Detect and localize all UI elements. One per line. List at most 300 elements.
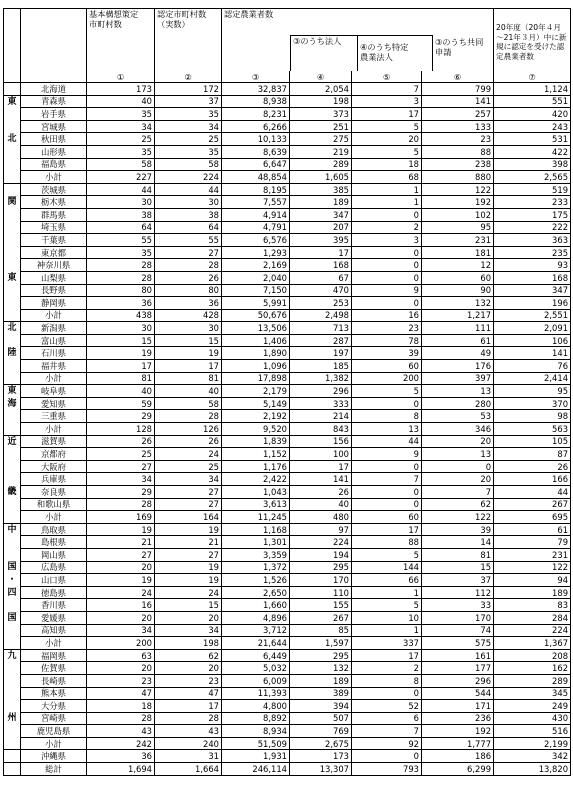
value-col6: 62 [422,498,494,511]
value-col5: 9 [352,448,422,461]
value-col4: 251 [290,120,352,133]
prefecture-name: 小計 [21,737,87,750]
prefecture-name: 京都府 [21,448,87,461]
value-col5: 17 [352,523,422,536]
table-row [4,586,571,599]
value-col7: 347 [494,284,571,297]
value-col7: 224 [494,624,571,637]
table-row [4,611,571,624]
value-col5: 2 [352,662,422,675]
value-col7: 208 [494,649,571,662]
value-col4: 843 [290,423,352,436]
value-col7: 249 [494,700,571,713]
table-row [4,120,571,133]
value-col2: 25 [155,460,222,473]
value-col7: 175 [494,208,571,221]
value-col5: 13 [352,423,422,436]
value-col6: 397 [422,372,494,385]
prefecture-name: 香川県 [21,599,87,612]
value-col5: 0 [352,498,422,511]
value-col5: 5 [352,120,422,133]
value-col1: 40 [87,95,155,108]
value-col3: 1,043 [222,486,290,499]
region-label [4,700,21,713]
value-col2: 62 [155,649,222,662]
region-label [4,171,21,184]
value-col4: 2,054 [290,83,352,96]
value-col3: 8,195 [222,183,290,196]
region-label [4,448,21,461]
value-col7: 168 [494,271,571,284]
header-col4: ③のうち法人 [290,35,357,71]
value-col7: 363 [494,234,571,247]
value-col1: 64 [87,221,155,234]
value-col6: 111 [422,322,494,335]
value-col3: 7,150 [222,284,290,297]
value-col1: 35 [87,246,155,259]
value-col1: 24 [87,586,155,599]
value-col2: 428 [155,309,222,322]
table-row [4,297,571,310]
value-col4: 207 [290,221,352,234]
table-row [4,637,571,650]
table-header [4,9,571,83]
value-col3: 1,526 [222,574,290,587]
region-label: 九 [4,649,21,662]
table-row [4,385,571,398]
region-label [4,674,21,687]
value-col3: 6,266 [222,120,290,133]
value-col7: 61 [494,523,571,536]
value-col3: 1,839 [222,435,290,448]
region-label: 東 [4,95,21,108]
region-label [4,183,21,196]
value-col1: 27 [87,460,155,473]
value-col7: 430 [494,712,571,725]
region-label [4,662,21,675]
value-col1: 80 [87,284,155,297]
value-col4: 168 [290,259,352,272]
value-col7: 420 [494,108,571,121]
value-col3: 6,449 [222,649,290,662]
value-col3: 4,791 [222,221,290,234]
value-col2: 23 [155,674,222,687]
region-label [4,284,21,297]
prefecture-name: 愛媛県 [21,611,87,624]
value-col5: 1 [352,196,422,209]
value-col6: 20 [422,435,494,448]
value-col5: 0 [352,246,422,259]
value-col1: 200 [87,637,155,650]
value-col4: 275 [290,133,352,146]
value-col4: 1,597 [290,637,352,650]
value-col3: 5,991 [222,297,290,310]
region-label: 関 [4,196,21,209]
region-label [4,498,21,511]
value-col7: 106 [494,334,571,347]
value-col6: 112 [422,586,494,599]
value-col1: 227 [87,171,155,184]
value-col5: 68 [352,171,422,184]
prefecture-name: 佐賀県 [21,662,87,675]
value-col3: 1,406 [222,334,290,347]
value-col4: 713 [290,322,352,335]
value-col1: 15 [87,334,155,347]
value-col5: 0 [352,259,422,272]
value-col2: 19 [155,561,222,574]
value-col5: 10 [352,611,422,624]
value-col1: 26 [87,435,155,448]
value-col2: 17 [155,700,222,713]
value-col3: 6,576 [222,234,290,247]
value-col1: 44 [87,183,155,196]
prefecture-name: 東京都 [21,246,87,259]
value-col5: 9 [352,284,422,297]
value-col1: 20 [87,611,155,624]
region-label: 陸 [4,347,21,360]
value-col2: 17 [155,360,222,373]
value-col2: 27 [155,486,222,499]
value-col5: 8 [352,674,422,687]
value-col1: 81 [87,372,155,385]
value-col4: 194 [290,548,352,561]
value-col7: 370 [494,397,571,410]
value-col6: 95 [422,221,494,234]
value-col5: 5 [352,599,422,612]
value-col2: 21 [155,536,222,549]
value-col2: 24 [155,448,222,461]
value-col2: 58 [155,397,222,410]
value-col7: 563 [494,423,571,436]
value-col5: 0 [352,271,422,284]
value-col6: 544 [422,687,494,700]
value-col5: 200 [352,372,422,385]
value-col6: 1,777 [422,737,494,750]
value-col3: 1,176 [222,460,290,473]
value-col7: 243 [494,120,571,133]
value-col5: 2 [352,221,422,234]
value-col3: 1,660 [222,599,290,612]
value-col2: 1,664 [155,763,222,776]
value-col3: 17,898 [222,372,290,385]
value-col6: 14 [422,536,494,549]
value-col3: 6,647 [222,158,290,171]
value-col7: 93 [494,259,571,272]
value-col2: 27 [155,246,222,259]
region-label [4,687,21,700]
value-col3: 32,837 [222,83,290,96]
table-row [4,410,571,423]
value-col7: 141 [494,347,571,360]
value-col1: 58 [87,158,155,171]
table-body [4,83,571,776]
value-col7: 196 [494,297,571,310]
region-label: 北 [4,322,21,335]
region-label [4,309,21,322]
region-label [4,334,21,347]
value-col5: 0 [352,460,422,473]
value-col7: 166 [494,473,571,486]
value-col6: 102 [422,208,494,221]
prefecture-name: 富山県 [21,334,87,347]
value-col3: 246,114 [222,763,290,776]
value-col6: 880 [422,171,494,184]
value-col3: 7,557 [222,196,290,209]
prefecture-name: 福島県 [21,158,87,171]
table-row [4,674,571,687]
value-col4: 155 [290,599,352,612]
value-col6: 132 [422,297,494,310]
region-label [4,763,21,776]
value-col3: 11,245 [222,511,290,524]
value-col2: 44 [155,183,222,196]
circled-1: ① [87,71,155,83]
value-col3: 11,393 [222,687,290,700]
value-col2: 35 [155,145,222,158]
value-col5: 5 [352,385,422,398]
value-col1: 43 [87,725,155,738]
value-col5: 793 [352,763,422,776]
value-col5: 44 [352,435,422,448]
value-col1: 63 [87,649,155,662]
value-col5: 52 [352,700,422,713]
value-col3: 8,938 [222,95,290,108]
value-col2: 40 [155,385,222,398]
value-col5: 16 [352,309,422,322]
value-col7: 231 [494,548,571,561]
value-col3: 10,133 [222,133,290,146]
value-col7: 162 [494,662,571,675]
value-col1: 18 [87,700,155,713]
value-col5: 0 [352,486,422,499]
value-col2: 34 [155,624,222,637]
table-row [4,221,571,234]
value-col3: 9,520 [222,423,290,436]
value-col4: 267 [290,611,352,624]
value-col2: 34 [155,120,222,133]
region-label [4,158,21,171]
region-label [4,208,21,221]
value-col3: 1,372 [222,561,290,574]
value-col4: 110 [290,586,352,599]
value-col2: 30 [155,196,222,209]
value-col1: 25 [87,133,155,146]
value-col1: 36 [87,297,155,310]
region-label [4,460,21,473]
value-col5: 1 [352,586,422,599]
value-col4: 185 [290,360,352,373]
region-label [4,372,21,385]
value-col5: 7 [352,83,422,96]
value-col6: 799 [422,83,494,96]
value-col7: 105 [494,435,571,448]
value-col1: 242 [87,737,155,750]
value-col6: 13 [422,448,494,461]
value-col7: 76 [494,360,571,373]
value-col3: 2,650 [222,586,290,599]
value-col2: 28 [155,410,222,423]
value-col3: 2,169 [222,259,290,272]
prefecture-name: 福井県 [21,360,87,373]
value-col4: 333 [290,397,352,410]
value-col4: 156 [290,435,352,448]
region-label [4,234,21,247]
circled-2: ② [155,71,222,83]
value-col7: 122 [494,561,571,574]
value-col6: 186 [422,750,494,763]
value-col6: 60 [422,271,494,284]
value-col6: 161 [422,649,494,662]
value-col2: 36 [155,297,222,310]
table-row [4,523,571,536]
value-col5: 6 [352,712,422,725]
value-col2: 20 [155,662,222,675]
region-label [4,83,21,96]
value-col3: 48,854 [222,171,290,184]
value-col7: 79 [494,536,571,549]
value-col5: 78 [352,334,422,347]
value-col4: 395 [290,234,352,247]
value-col1: 47 [87,687,155,700]
value-col5: 0 [352,750,422,763]
table-row [4,284,571,297]
value-col6: 346 [422,423,494,436]
region-label: 北 [4,133,21,146]
value-col7: 2,551 [494,309,571,322]
value-col7: 83 [494,599,571,612]
table-row [4,334,571,347]
table-row [4,95,571,108]
table-row [4,548,571,561]
prefecture-name: 兵庫県 [21,473,87,486]
region-label: ・ [4,574,21,587]
prefecture-name: 山梨県 [21,271,87,284]
value-col5: 3 [352,95,422,108]
table-row [4,725,571,738]
prefecture-name: 茨城県 [21,183,87,196]
value-col4: 1,382 [290,372,352,385]
value-col6: 49 [422,347,494,360]
region-label [4,548,21,561]
value-col5: 60 [352,360,422,373]
prefecture-name: 栃木県 [21,196,87,209]
value-col2: 240 [155,737,222,750]
value-col5: 88 [352,536,422,549]
value-col1: 40 [87,385,155,398]
value-col3: 1,168 [222,523,290,536]
value-col4: 389 [290,687,352,700]
value-col2: 35 [155,108,222,121]
table-row [4,423,571,436]
value-col1: 173 [87,83,155,96]
value-col7: 1,124 [494,83,571,96]
value-col5: 39 [352,347,422,360]
value-col3: 5,032 [222,662,290,675]
value-col7: 284 [494,611,571,624]
value-col6: 257 [422,108,494,121]
value-col1: 28 [87,259,155,272]
header-col1: 基本構想策定 市町村数 [87,9,155,72]
prefecture-name: 岡山県 [21,548,87,561]
region-label [4,297,21,310]
value-col6: 170 [422,611,494,624]
value-col3: 8,892 [222,712,290,725]
table-row [4,108,571,121]
value-col5: 23 [352,322,422,335]
table-row [4,561,571,574]
prefecture-name: 長野県 [21,284,87,297]
value-col2: 15 [155,599,222,612]
prefecture-name: 山形県 [21,145,87,158]
prefecture-name: 岩手県 [21,108,87,121]
prefecture-name: 小計 [21,372,87,385]
value-col5: 144 [352,561,422,574]
table-row [4,700,571,713]
value-col4: 2,675 [290,737,352,750]
table-row [4,486,571,499]
value-col1: 36 [87,750,155,763]
value-col3: 1,301 [222,536,290,549]
region-label [4,737,21,750]
value-col7: 267 [494,498,571,511]
region-label [4,108,21,121]
region-label: 国 [4,611,21,624]
value-col5: 3 [352,234,422,247]
value-col2: 19 [155,347,222,360]
value-col7: 519 [494,183,571,196]
value-col4: 189 [290,674,352,687]
value-col2: 26 [155,271,222,284]
value-col3: 8,934 [222,725,290,738]
value-col5: 0 [352,208,422,221]
table-row [4,574,571,587]
circled-5: ⑤ [352,71,422,83]
value-col2: 34 [155,473,222,486]
value-col4: 394 [290,700,352,713]
prefecture-name: 福岡県 [21,649,87,662]
value-col5: 1 [352,183,422,196]
prefecture-name: 小計 [21,423,87,436]
value-col4: 214 [290,410,352,423]
table-row [4,83,571,96]
table-row [4,763,571,776]
value-col4: 347 [290,208,352,221]
value-col3: 6,009 [222,674,290,687]
value-col6: 39 [422,523,494,536]
value-col4: 97 [290,523,352,536]
value-col2: 19 [155,523,222,536]
value-col2: 126 [155,423,222,436]
value-col1: 30 [87,322,155,335]
value-col2: 27 [155,548,222,561]
value-col3: 1,890 [222,347,290,360]
value-col3: 2,422 [222,473,290,486]
value-col6: 90 [422,284,494,297]
region-label [4,725,21,738]
value-col3: 1,096 [222,360,290,373]
value-col4: 219 [290,145,352,158]
value-col5: 0 [352,397,422,410]
value-col2: 172 [155,83,222,96]
table-row [4,649,571,662]
value-col3: 2,040 [222,271,290,284]
value-col3: 51,509 [222,737,290,750]
prefecture-name: 静岡県 [21,297,87,310]
region-label [4,145,21,158]
farmers-table [3,8,571,776]
value-col1: 27 [87,548,155,561]
value-col1: 20 [87,662,155,675]
